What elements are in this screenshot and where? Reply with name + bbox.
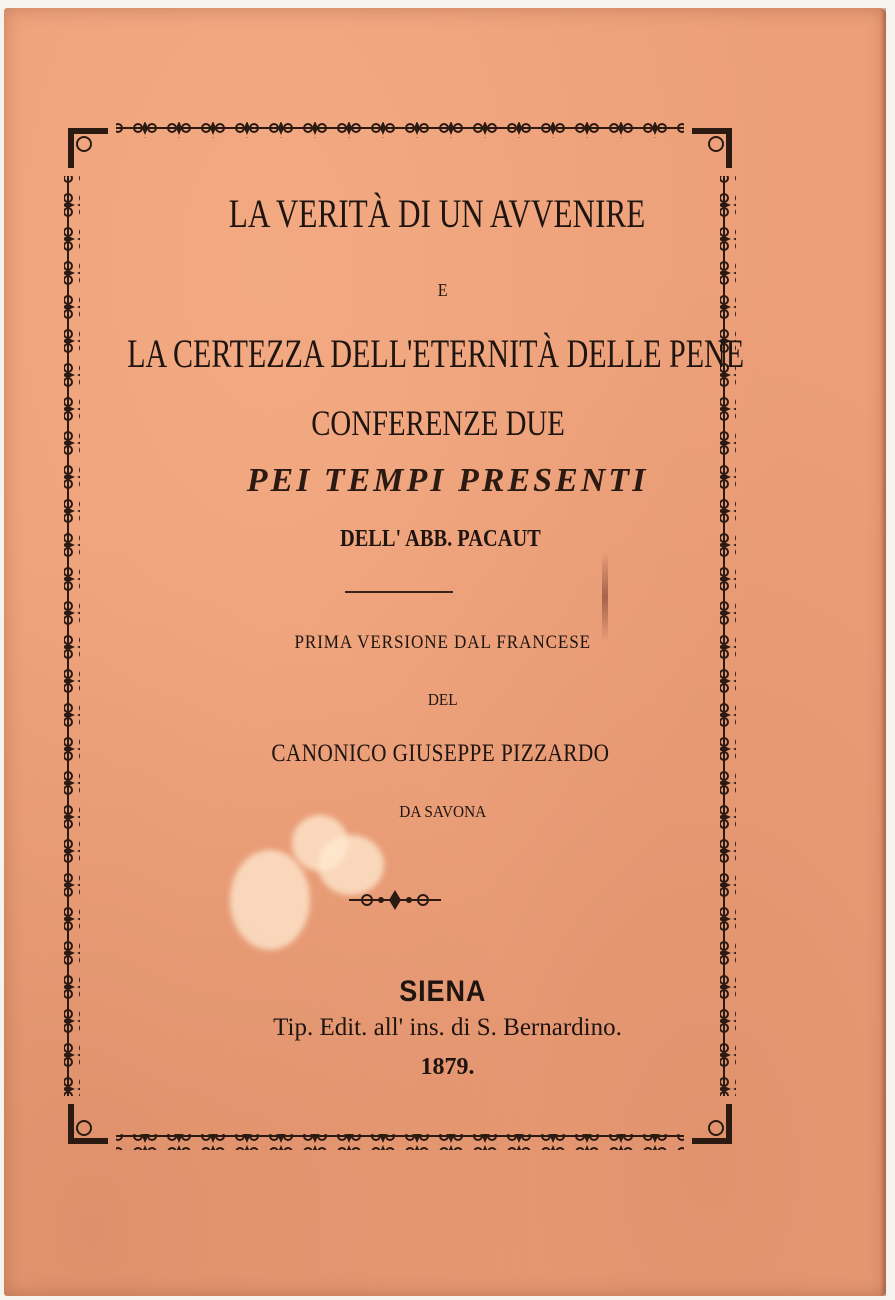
author: DELL' ABB. PACAUT	[339, 526, 541, 552]
title-line-1: LA VERITÀ DI UN AVVENIRE	[228, 191, 646, 236]
translator-preposition: DEL	[427, 690, 458, 709]
publication-city: SIENA	[399, 975, 487, 1008]
publisher: Tip. Edit. all' ins. di S. Bernardino.	[273, 1014, 622, 1041]
translation-note: PRIMA VERSIONE DAL FRANCESE	[294, 632, 592, 653]
subtitle: CONFERENZE DUE	[311, 403, 565, 443]
subtitle-decorative: PEI TEMPI PRESENTI	[246, 462, 649, 499]
title-conjunction: E	[437, 280, 448, 300]
publication-year: 1879.	[420, 1054, 475, 1080]
divider-rule	[345, 591, 453, 593]
cover-edge-shadow	[880, 8, 886, 1296]
title-line-2: LA CERTEZZA DELL'ETERNITÀ DELLE PENE	[127, 331, 745, 376]
translator-name: CANONICO GIUSEPPE PIZZARDO	[271, 740, 610, 767]
fleuron-ornament-icon	[345, 888, 445, 912]
translator-origin: DA SAVONA	[399, 802, 487, 821]
